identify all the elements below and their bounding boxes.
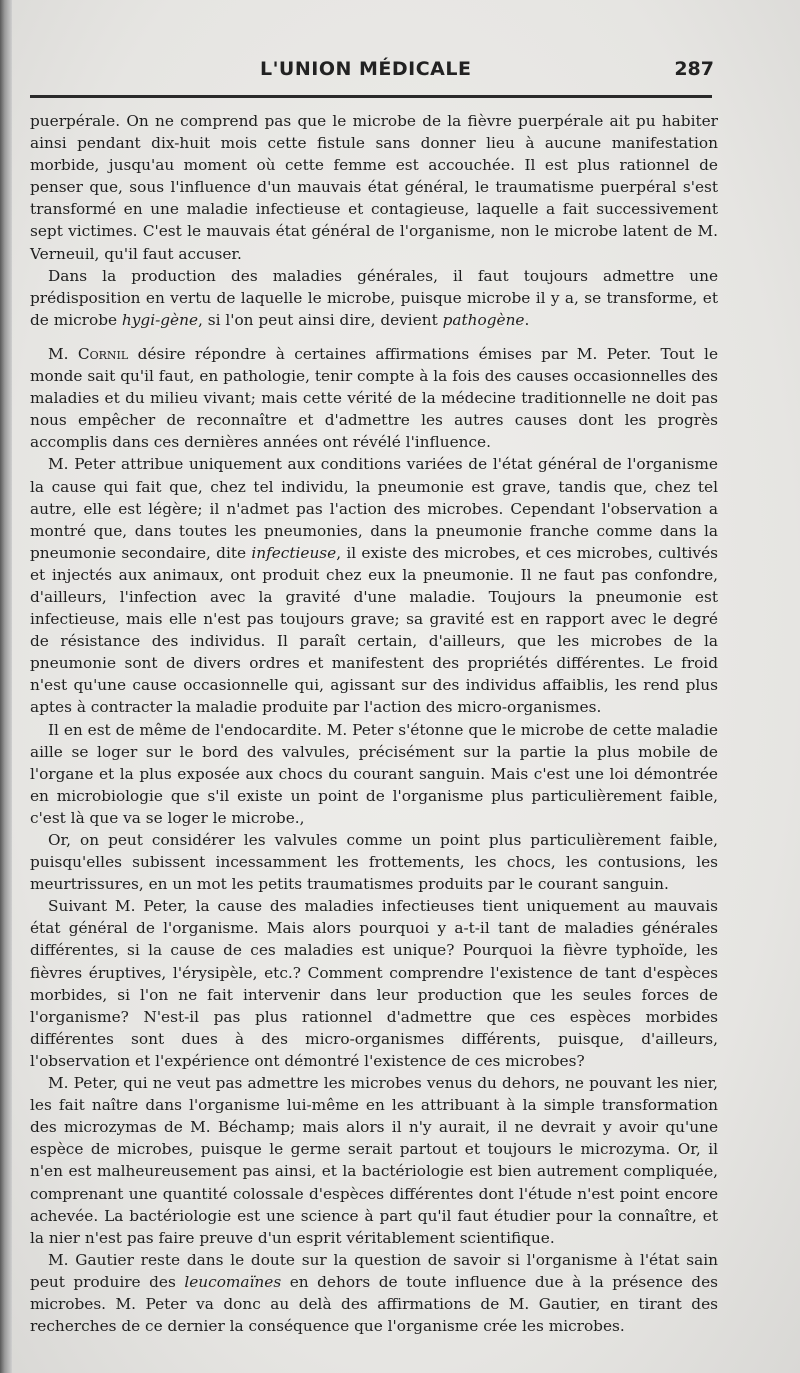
paragraph: puerpérale. On ne comprend pas que le microbe de la fièvre puerpérale ait pu habiter ainsi pendant dix-huit mois cette fistule sans donner lieu à aucune manifestation morbide, jusqu'au moment où cette femme est accouchée. Il est plus rationnel de penser que, sous l'influence d'un mauvais état général, le traumatisme puerpéral s'est transformé en une maladie infectieuse et contagieuse, laquelle a fait successivement sept victimes. C'est le mauvais état général de l'organisme, non le microbe latent de M. Verneuil, qu'il faut accuser.	[30, 112, 718, 263]
article-body	[30, 110, 718, 1337]
paragraph: Dans la production des maladies générales, il faut toujours admettre une prédisposition en vertu de laquelle le microbe, puisque microbe il y a, se transforme, et de microbe hygi-gène, si l'on peut ainsi dire, devient pathogène.	[30, 266, 718, 329]
page-binding-shadow	[0, 0, 12, 1373]
paragraph: Or, on peut considérer les valvules comme un point plus particulièrement faible, puisqu'elles subissent incessamment les frottements, les chocs, les contusions, les meurtrissures, en un mot les petits traumatismes produits par le courant sanguin.	[30, 831, 718, 894]
paragraph: Suivant M. Peter, la cause des maladies infectieuses tient uniquement au mauvais état général de l'organisme. Mais alors pourquoi y a-t-il tant de maladies générales différentes, si la cause de ces maladies est unique? Pourquoi la fièvre typhoïde, les fièvres éruptives, l'érysipèle, etc.? Comment comprendre l'existence de tant d'espèces morbides, si l'on ne fait intervenir dans leur production que les seules forces de l'organisme? N'est-il pas plus rationnel d'admettre que ces espèces morbides différentes sont dues à des micro-organismes différents, puisque, d'ailleurs, l'observation et l'expérience ont démontré l'existence de ces microbes?	[30, 897, 718, 1070]
running-header	[30, 58, 712, 88]
paragraph: M. Peter attribue uniquement aux conditions variées de l'état général de l'organisme la cause qui fait que, chez tel individu, la pneumonie est grave, tandis que, chez tel autre, elle est légère; il n'admet pas l'action des microbes. Cependant l'observation a montré que, dans toutes les pneumonies, dans la pneumonie franche comme dans la pneumonie secondaire, dite infectieuse, il existe des microbes, et ces microbes, cultivés et injectés aux animaux, ont produit chez eux la pneumonie. Il ne faut pas confondre, d'ailleurs, l'infection avec la gravité d'une maladie. Toujours la pneumonie est infectieuse, mais elle n'est pas toujours grave; sa gravité est en rapport avec le degré de résistance des individus. Il paraît certain, d'ailleurs, que les microbes de la pneumonie sont de divers ordres et manifestent des propriétés différentes. Le froid n'est qu'une cause occasionnelle qui, agissant sur des individus affaiblis, les rend plus aptes à contracter la maladie produite par l'action des micro-organismes.	[30, 455, 718, 717]
journal-title: L'UNION MÉDICALE	[260, 58, 472, 80]
header-rule	[30, 95, 712, 98]
paragraph: M. Peter, qui ne veut pas admettre les microbes venus du dehors, ne pouvant les nier, les fait naître dans l'organisme lui-même en les attribuant à la simple transformation des microzymas de M. Béchamp; mais alors il n'y aurait, il ne devrait y avoir qu'une espèce de microbes, puisque le germe serait partout et toujours le microzyma. Or, il n'en est malheureusement pas ainsi, et la bactériologie est bien autrement compliquée, comprenant une quantité colossale d'espèces différentes dont l'étude n'est point encore achevée. La bactériologie est une science à part qu'il faut étudier pour la connaître, et la nier n'est pas faire preuve d'un esprit véritablement scientifique.	[30, 1074, 718, 1247]
page-number: 287	[674, 58, 714, 80]
paragraph: M. Cornil désire répondre à certaines affirmations émises par M. Peter. Tout le monde sait qu'il faut, en pathologie, tenir compte à la fois des causes occasionnelles des maladies et du milieu vivant; mais cette vérité de la médecine traditionnelle ne doit pas nous empêcher de reconnaître et d'admettre les autres causes dont les progrès accomplis dans ces dernières années ont révélé l'influence.	[30, 344, 718, 452]
paragraph: Il en est de même de l'endocardite. M. Peter s'étonne que le microbe de cette maladie aille se loger sur le bord des valvules, précisément sur la partie la plus mobile de l'organe et la plus exposée aux chocs du courant sanguin. Mais c'est une loi démontrée en microbiologie que s'il existe un point de l'organisme plus particulièrement faible, c'est là que va se loger le microbe.,	[30, 720, 718, 827]
paragraph: M. Gautier reste dans le doute sur la question de savoir si l'organisme à l'état sain peut produire des leucomaïnes en dehors de toute influence due à la présence des microbes. M. Peter va donc au delà des affirmations de M. Gautier, en tirant des recherches de ce dernier la conséquence que l'organisme crée les microbes.	[30, 1250, 719, 1336]
speaker-name: Cornil	[77, 344, 129, 363]
